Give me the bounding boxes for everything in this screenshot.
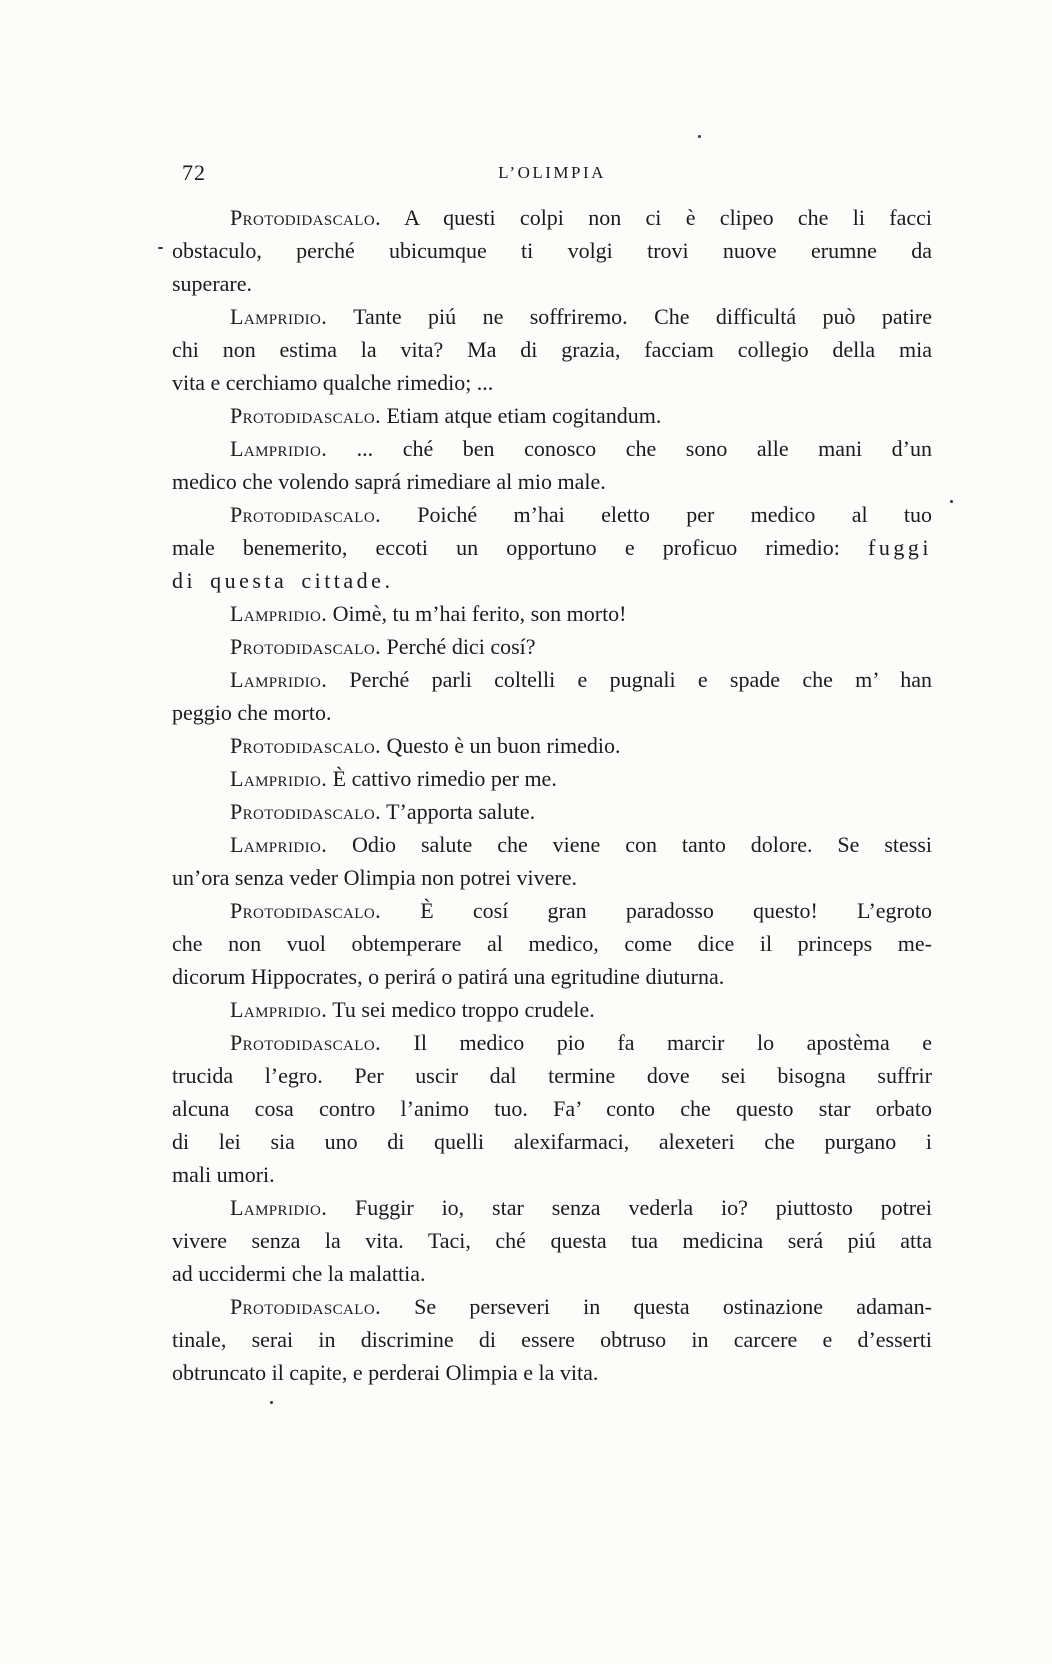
speaker-name: Lampridio. [230,667,328,692]
page-header [172,160,932,186]
dialogue-line: vita e cerchiamo qualche rimedio; ... [172,370,494,395]
speaker-name: Protodidascalo. [230,898,381,923]
scan-speck [158,247,163,249]
dialogue-line: dicorum Hippocrates, o perirá o patirá una egritudine diuturna. [172,964,725,989]
page-number: 72 [182,160,206,185]
dialogue-line: Protodidascalo. Etiam atque etiam cogitandum. [230,403,662,428]
speaker-name: Protodidascalo. [230,733,381,758]
dialogue-line: Lampridio. Odio salute che viene con tanto dolore. Se stessi [230,832,932,857]
speaker-name: Protodidascalo. [230,634,381,659]
speaker-name: Lampridio. [230,766,328,791]
running-title: L’OLIMPIA [498,163,606,182]
speaker-name: Lampridio. [230,436,328,461]
dialogue-line: peggio che morto. [172,700,332,725]
speaker-name: Protodidascalo. [230,205,381,230]
dialogue-line: di lei sia uno di quelli alexifarmaci, alexeteri che purgano i [172,1129,932,1154]
dialogue-line: Protodidascalo. Questo è un buon rimedio. [230,733,621,758]
letterspaced-text: fuggi [868,535,932,560]
dialogue-line: trucida l’egro. Per uscir dal termine dove sei bisogna suffrir [172,1063,932,1088]
speaker-name: Lampridio. [230,832,328,857]
dialogue-line: Protodidascalo. A questi colpi non ci è clipeo che li facci [230,205,932,230]
dialogue-line: ad uccidermi che la malattia. [172,1261,426,1286]
dialogue-line: alcuna cosa contro l’animo tuo. Fa’ conto che questo star orbato [172,1096,932,1121]
speaker-name: Protodidascalo. [230,502,381,527]
speaker-name: Lampridio. [230,304,328,329]
dialogue-line: Protodidascalo. È cosí gran paradosso questo! L’egroto [230,898,932,923]
speaker-name: Protodidascalo. [230,1030,381,1055]
speaker-name: Protodidascalo. [230,1294,381,1319]
speaker-name: Lampridio. [230,997,328,1022]
scan-speck [698,135,701,138]
dialogue-line: mali umori. [172,1162,275,1187]
speaker-name: Lampridio. [230,601,328,626]
dialogue [172,201,932,1389]
scan-speck [950,500,953,503]
dialogue-line: Lampridio. Tu sei medico troppo crudele. [230,997,595,1022]
dialogue-line: obstaculo, perché ubicumque ti volgi trovi nuove erumne da [172,238,932,263]
speaker-name: Protodidascalo. [230,799,381,824]
dialogue-line: superare. [172,271,253,296]
dialogue-line: che non vuol obtemperare al medico, come dice il princeps me- [172,931,932,956]
dialogue-line: Lampridio. È cattivo rimedio per me. [230,766,557,791]
dialogue-line: tinale, serai in discrimine di essere obtruso in carcere e d’esserti [172,1327,932,1352]
scan-speck [270,1401,273,1404]
dialogue-line: Protodidascalo. T’apporta salute. [230,799,536,824]
dialogue-line: Protodidascalo. Perché dici cosí? [230,634,536,659]
dialogue-line: vivere senza la vita. Taci, ché questa tua medicina será piú atta [172,1228,932,1253]
dialogue-line [172,564,932,597]
speaker-name: Lampridio. [230,1195,328,1220]
dialogue-line: Lampridio. Oimè, tu m’hai ferito, son morto! [230,601,627,626]
dialogue-line: male benemerito, eccoti un opportuno e proficuo rimedio: fuggi [172,535,932,560]
dialogue-line: Lampridio. Fuggir io, star senza vederla io? piuttosto potrei [230,1195,933,1220]
dialogue-line: Protodidascalo. Se perseveri in questa ostinazione adaman- [230,1294,932,1319]
dialogue-line: medico che volendo saprá rimediare al mio male. [172,469,606,494]
speaker-name: Protodidascalo. [230,403,381,428]
dialogue-line: Protodidascalo. Poiché m’hai eletto per medico al tuo [230,502,932,527]
dialogue-line: chi non estima la vita? Ma di grazia, facciam collegio della mia [172,337,932,362]
dialogue-line: Lampridio. Tante piú ne soffriremo. Che difficultá può patire [230,304,932,329]
dialogue-line: Lampridio. Perché parli coltelli e pugnali e spade che m’ han [230,667,932,692]
dialogue-line: Protodidascalo. Il medico pio fa marcir lo apostèma e [230,1030,933,1055]
letterspaced-text: di questa cittade. [172,568,394,593]
dialogue-line: Lampridio. ... ché ben conosco che sono alle mani d’un [230,436,933,461]
dialogue-line: obtruncato il capite, e perderai Olimpia e la vita. [172,1360,599,1385]
dialogue-line: un’ora senza veder Olimpia non potrei vivere. [172,865,578,890]
